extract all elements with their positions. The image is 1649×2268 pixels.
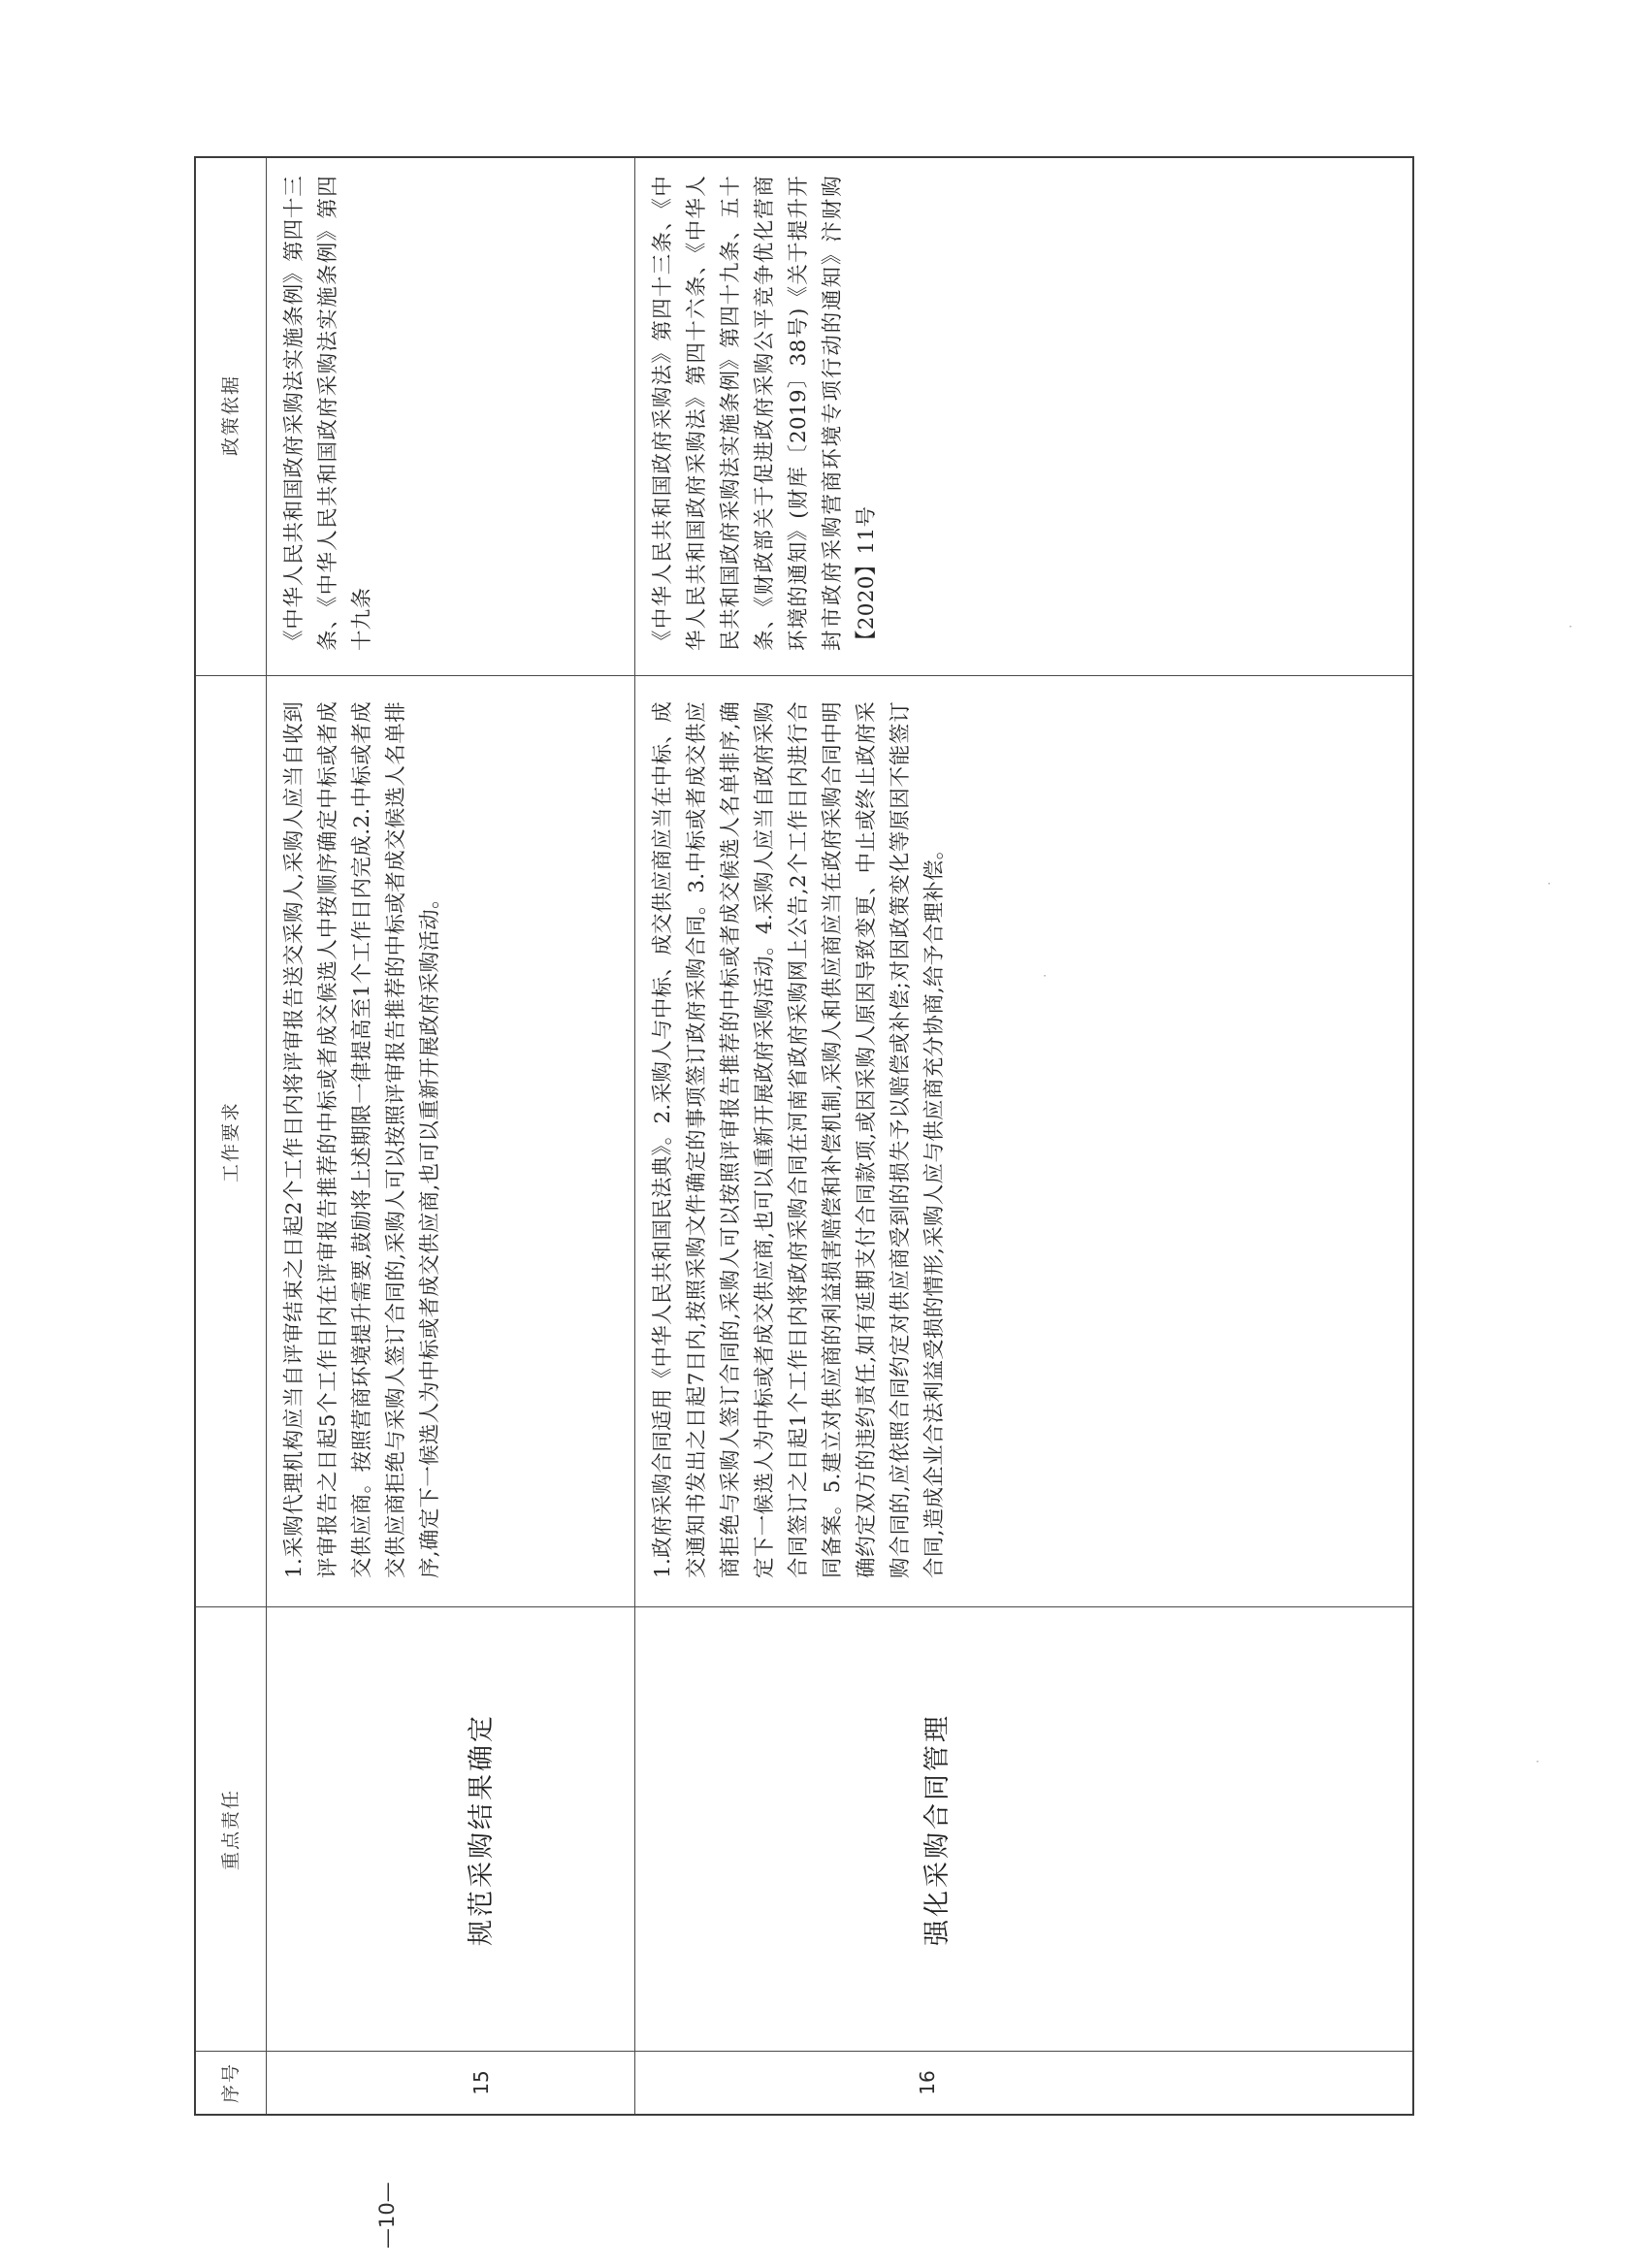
header-responsibility: 重点责任: [220, 1789, 242, 1871]
header-seq: 序号: [220, 2062, 242, 2104]
row-16-policy: 《中华人民共和国政府采购法》第四十三条、《中华人民共和国政府采购法》第四十六条、《中华人民共和国政府采购法实施条例》第四十九条、五十条、《财政部关于促进政府采购公平竞争优化营商环境的通知》(财库〔2019〕38号)《关于提升开封市政府采购营商环境专项行动的通知》汴财购【2020】11号: [651, 176, 879, 651]
scan-speck: ·: [1564, 624, 1579, 629]
row-16-seq: 16: [916, 2070, 939, 2095]
row-16-requirements: 1.政府采购合同适用《中华人民共和国民法典》。2.采购人与中标、成交供应商应当在中标、成交通知书发出之日起7日内,按照采购文件确定的事项签订政府采购合同。3.中标或者成交供应商拒绝与采购人签订合同的,采购人可以按照评审报告推荐的中标或者成交候选人名单排序,确定下一候选人为中标或者成交供应商,也可以重新开展政府采购活动。4.采购人应当自政府采购合同签订之日起1个工作日内将政府采购合同在河南省政府采购网上公告,2个工作日内进行合同备案。5.建立对供应商的利益损害赔偿和补偿机制,采购人和供应商应当在政府采购合同中明确约定双方的违约责任,如有延期支付合同款项,或因采购人原因导致变更、中止或终止政府采购合同的,应依照合同约定对供应商受到的损失予以赔偿或补偿;对因政策变化等原因不能签订合同,造成企业合法利益受损的情形,采购人应与供应商充分协商,给予合理补偿。: [651, 701, 947, 1578]
policy-table: [194, 156, 1414, 2116]
scan-speck: ·: [1038, 973, 1053, 978]
scan-speck: ·: [1542, 881, 1558, 886]
row-15-requirements: 1.采购代理机构应当自评审结束之日起2个工作日内将评审报告送交采购人,采购人应当自收到评审报告之日起5个工作日内在评审报告推荐的中标或者成交候选人中按顺序确定中标或者成交供应商。按照营商环境提升需要,鼓励将上述期限一律提高至1个工作日内完成.2.中标或者成交供应商拒绝与采购人签订合同的,采购人可以按照评审报告推荐的中标或者成交候选人名单排序,确定下一候选人为中标或者成交供应商,也可以重新开展政府采购活动。: [282, 701, 442, 1578]
table-header-row: [196, 158, 267, 2114]
row-15-seq: 15: [469, 2070, 493, 2095]
row-15-policy: 《中华人民共和国政府采购法实施条例》第四十三条、《中华人民共和国政府采购法实施条例》第四十九条: [282, 176, 374, 651]
row-15-responsibility: 规范采购结果确定: [467, 1713, 497, 1946]
header-policy: 政策依据: [220, 374, 242, 457]
row-16-responsibility: 强化采购合同管理: [922, 1713, 953, 1946]
scan-speck: ·: [1531, 1759, 1546, 1764]
header-requirements: 工作要求: [220, 1101, 242, 1183]
page-number: —10—: [375, 2182, 399, 2249]
